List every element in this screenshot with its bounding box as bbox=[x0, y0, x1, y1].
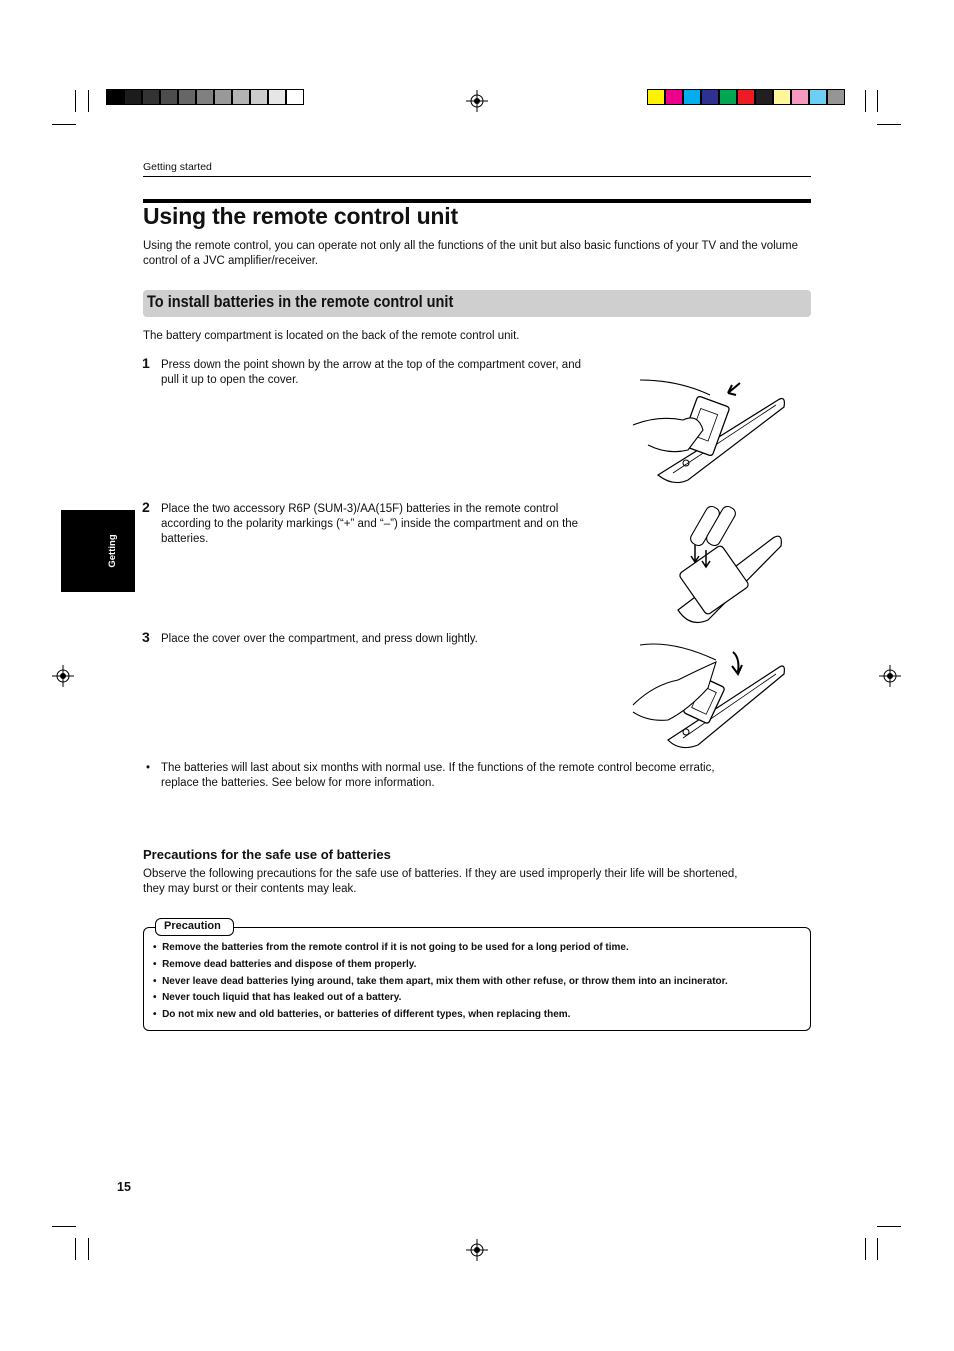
side-tab-label bbox=[85, 526, 151, 576]
step-number: 1 bbox=[142, 355, 150, 371]
precaution-item-text: Do not mix new and old batteries, or batteries of different types, when replacing them. bbox=[162, 1009, 571, 1020]
step-text bbox=[161, 358, 581, 388]
precaution-item: • Never leave dead batteries lying around, take them apart, mix them with other refuse, or throw them into an incinerator. bbox=[153, 976, 728, 987]
color-swatch bbox=[665, 89, 683, 105]
precaution-item-text: Never touch liquid that has leaked out of a battery. bbox=[162, 992, 402, 1003]
color-swatch bbox=[106, 89, 124, 105]
crop-mark bbox=[52, 1226, 76, 1227]
battery-life-note bbox=[161, 761, 715, 791]
remote-close-cover-illustration bbox=[628, 640, 788, 750]
crop-mark bbox=[877, 124, 901, 125]
side-tab-line: started bbox=[140, 535, 151, 567]
page-number: 15 bbox=[117, 1180, 131, 1194]
step-number: 2 bbox=[142, 499, 150, 515]
color-swatch bbox=[286, 89, 304, 105]
crop-mark bbox=[75, 90, 76, 112]
section-heading: To install batteries in the remote control unit bbox=[147, 293, 454, 311]
precautions-intro-line: they may burst or their contents may leak. bbox=[143, 883, 357, 895]
precaution-item: • Never touch liquid that has leaked out of a battery. bbox=[153, 992, 402, 1003]
side-tab-line: Getting bbox=[107, 534, 118, 568]
running-header: Getting started bbox=[143, 161, 212, 173]
step-text-line: Press down the point shown by the arrow at the top of the compartment cover, and bbox=[161, 359, 581, 371]
precautions-intro bbox=[143, 867, 737, 897]
color-swatch bbox=[124, 89, 142, 105]
crop-mark bbox=[877, 1238, 878, 1260]
color-swatch bbox=[142, 89, 160, 105]
step-text-line: batteries. bbox=[161, 533, 209, 545]
color-swatch bbox=[250, 89, 268, 105]
precautions-heading: Precautions for the safe use of batteries bbox=[143, 847, 391, 862]
section-heading-bar bbox=[143, 290, 811, 317]
color-swatch bbox=[178, 89, 196, 105]
note-line: The batteries will last about six months with normal use. If the functions of the remote control become erratic, bbox=[161, 762, 715, 774]
step-text-line: pull it up to open the cover. bbox=[161, 374, 299, 386]
color-calibration-strip bbox=[647, 89, 845, 105]
color-swatch bbox=[683, 89, 701, 105]
crop-mark bbox=[877, 1226, 901, 1227]
color-swatch bbox=[773, 89, 791, 105]
precaution-item: • Remove the batteries from the remote control if it is not going to be used for a long period of time. bbox=[153, 942, 629, 953]
crop-mark bbox=[865, 1238, 866, 1260]
crop-mark bbox=[88, 90, 89, 112]
precautions-intro-line: Observe the following precautions for the safe use of batteries. If they are used improperly their life will be shortened, bbox=[143, 868, 738, 880]
section-lead: The battery compartment is located on the back of the remote control unit. bbox=[143, 330, 520, 342]
note-line: replace the batteries. See below for more information. bbox=[161, 777, 435, 789]
remote-open-cover-illustration bbox=[628, 375, 788, 485]
registration-mark-icon bbox=[466, 1239, 488, 1261]
color-swatch bbox=[160, 89, 178, 105]
color-swatch bbox=[196, 89, 214, 105]
color-swatch bbox=[701, 89, 719, 105]
precaution-item-text: Remove the batteries from the remote control if it is not going to be used for a long period of time. bbox=[162, 942, 629, 953]
remote-insert-batteries-illustration bbox=[668, 500, 788, 625]
precaution-item-text: Never leave dead batteries lying around, take them apart, mix them with other refuse, or throw them into an incinerator. bbox=[162, 976, 728, 987]
intro-paragraph: Using the remote control, you can operate not only all the functions of the unit but also basic functions of your TV and the volume control of a JVC amplifier/receiver. bbox=[143, 240, 799, 267]
color-swatch bbox=[214, 89, 232, 105]
precaution-item: • Do not mix new and old batteries, or batteries of different types, when replacing them. bbox=[153, 1009, 571, 1020]
color-swatch bbox=[719, 89, 737, 105]
bullet-icon: • bbox=[146, 762, 151, 774]
color-swatch bbox=[827, 89, 845, 105]
precaution-item-text: Remove dead batteries and dispose of them properly. bbox=[162, 959, 417, 970]
color-swatch bbox=[809, 89, 827, 105]
crop-mark bbox=[877, 90, 878, 112]
precaution-item: • Remove dead batteries and dispose of them properly. bbox=[153, 959, 417, 970]
step-text-line: Place the two accessory R6P (SUM-3)/AA(15F) batteries in the remote control bbox=[161, 503, 559, 515]
header-rule bbox=[143, 176, 811, 177]
step-text: Place the cover over the compartment, and press down lightly. bbox=[161, 633, 478, 645]
step-text bbox=[161, 502, 578, 547]
page-title: Using the remote control unit bbox=[143, 203, 458, 229]
registration-mark-icon bbox=[879, 665, 901, 687]
step-text-line: according to the polarity markings (“+” and “–”) inside the compartment and on the bbox=[161, 518, 579, 530]
gray-calibration-strip bbox=[106, 89, 304, 105]
color-swatch bbox=[232, 89, 250, 105]
color-swatch bbox=[791, 89, 809, 105]
crop-mark bbox=[88, 1238, 89, 1260]
color-swatch bbox=[737, 89, 755, 105]
side-tab bbox=[61, 510, 151, 592]
crop-mark bbox=[52, 124, 76, 125]
registration-mark-icon bbox=[466, 90, 488, 112]
color-swatch bbox=[647, 89, 665, 105]
color-swatch bbox=[268, 89, 286, 105]
crop-mark bbox=[75, 1238, 76, 1260]
crop-mark bbox=[865, 90, 866, 112]
color-swatch bbox=[755, 89, 773, 105]
precaution-label: Precaution bbox=[155, 918, 234, 936]
registration-mark-icon bbox=[52, 665, 74, 687]
step-number: 3 bbox=[142, 629, 150, 645]
